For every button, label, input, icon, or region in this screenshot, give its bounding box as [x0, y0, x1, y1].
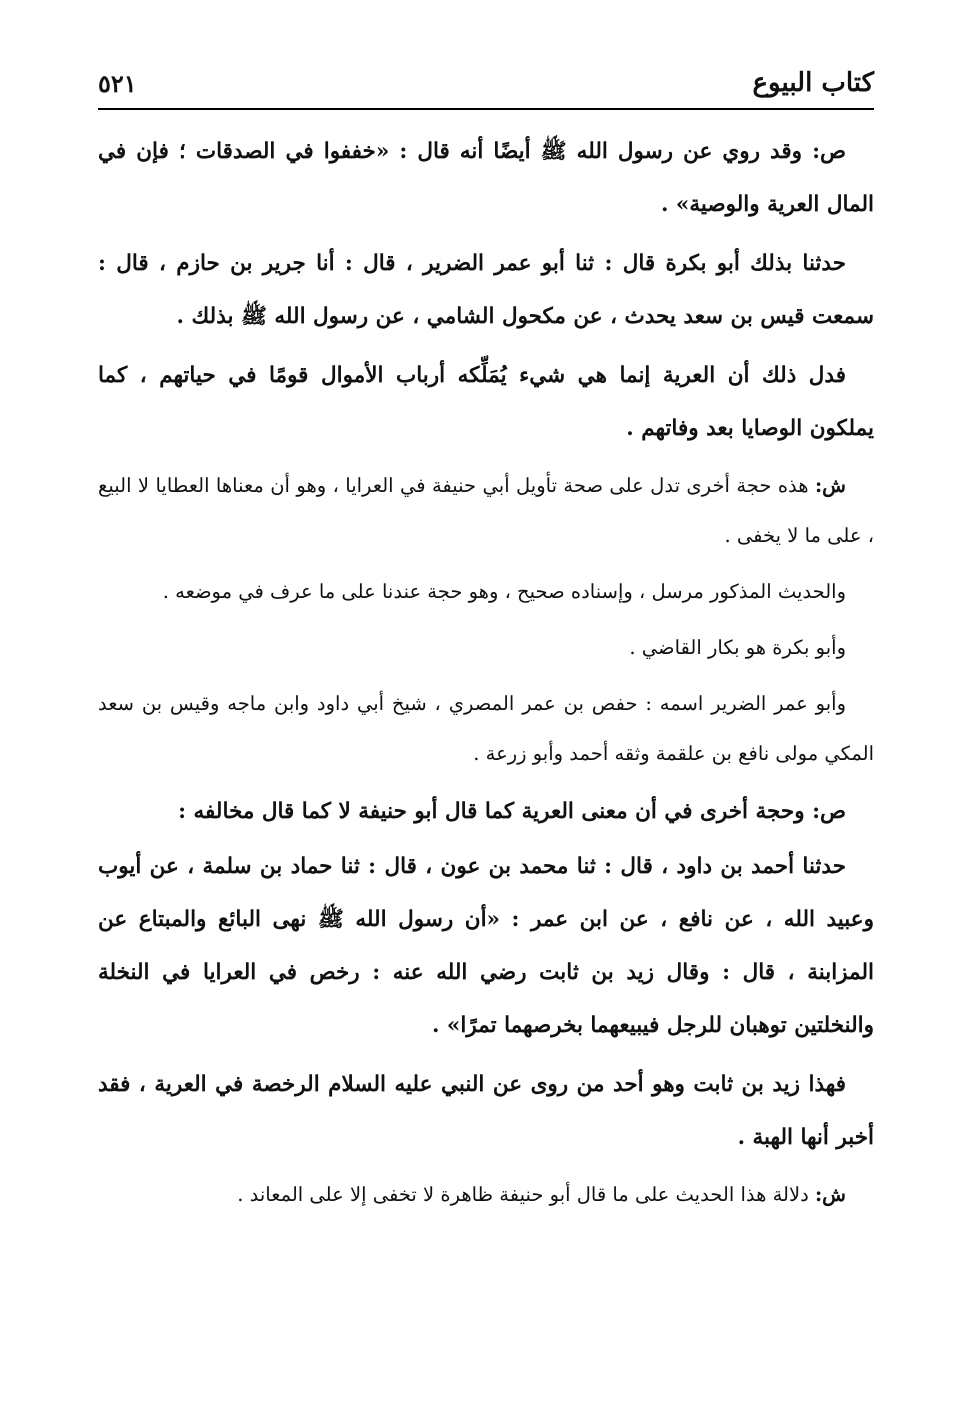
- paragraph-text: وأبو بكرة هو بكار القاضي .: [629, 636, 846, 659]
- paragraph-text: دلالة هذا الحديث على ما قال أبو حنيفة ظاهرة لا تخفى إلا على المعاند .: [237, 1183, 815, 1206]
- paragraph-text: حدثنا بذلك أبو بكرة قال : ثنا أبو عمر الضرير ، قال : أنا جرير بن حازم ، قال : سمعت قيس بن سعد يحدث ، عن مكحول الشامي ، عن رسول الله ﷺ بذلك .: [98, 251, 874, 329]
- paragraph-3: [98, 349, 874, 455]
- paragraph-text: فدل ذلك أن العرية إنما هي شيء يُمَلِّكه أرباب الأموال قومًا في حياتهم ، كما يملكون الوصايا بعد وفاتهم .: [98, 363, 874, 441]
- paragraph-text: والحديث المذكور مرسل ، وإسناده صحيح ، وهو حجة عندنا على ما عرف في موضعه .: [162, 580, 846, 603]
- page-header: [98, 58, 874, 110]
- paragraph-text: فهذا زيد بن ثابت وهو أحد من روى عن النبي عليه السلام الرخصة في العرية ، فقد أخبر أنها الهبة .: [98, 1072, 874, 1150]
- paragraph-8: [98, 785, 874, 838]
- paragraph-11: [98, 1170, 874, 1220]
- paragraph-9: [98, 840, 874, 1052]
- paragraph-label: ش:: [814, 1183, 846, 1206]
- book-title: كتاب البيوع: [752, 68, 874, 98]
- paragraph-label: ص:: [812, 799, 846, 824]
- paragraph-6: [98, 623, 874, 673]
- paragraph-7: [98, 679, 874, 779]
- page-body: [98, 125, 874, 1226]
- paragraph-text: وقد روي عن رسول الله ﷺ أيضًا أنه قال : «خففوا في الصدقات ؛ فإن في المال العرية والوصية» .: [98, 139, 874, 217]
- paragraph-text: وحجة أخرى في أن معنى العرية كما قال أبو حنيفة لا كما قال مخالفه :: [178, 799, 813, 824]
- paragraph-4: [98, 461, 874, 561]
- paragraph-5: [98, 567, 874, 617]
- paragraph-text: وأبو عمر الضرير اسمه : حفص بن عمر المصري ، شيخ أبي داود وابن ماجه وقيس بن سعد المكي مولى نافع بن علقمة وثقه أحمد وأبو زرعة .: [98, 692, 874, 765]
- paragraph-2: [98, 237, 874, 343]
- paragraph-label: ش:: [814, 474, 846, 497]
- paragraph-text: حدثنا أحمد بن داود ، قال : ثنا محمد بن عون ، قال : ثنا حماد بن سلمة ، عن أيوب وعبيد الله ، عن نافع ، عن ابن عمر : «أن رسول الله ﷺ نهى البائع والمبتاع عن المزابنة ، قال : وقال زيد بن ثابت رضي الله عنه : رخص في العرايا في النخلة والنخلتين توهبان للرجل فيبيعهما بخرصهما تمرًا» .: [98, 854, 874, 1038]
- paragraph-1: [98, 125, 874, 231]
- paragraph-text: هذه حجة أخرى تدل على صحة تأويل أبي حنيفة في العرايا ، وهو أن معناها العطايا لا البيع ، على ما لا يخفى .: [98, 474, 874, 547]
- paragraph-10: [98, 1058, 874, 1164]
- paragraph-label: ص:: [812, 139, 846, 164]
- page-number: ٥٢١: [98, 68, 137, 98]
